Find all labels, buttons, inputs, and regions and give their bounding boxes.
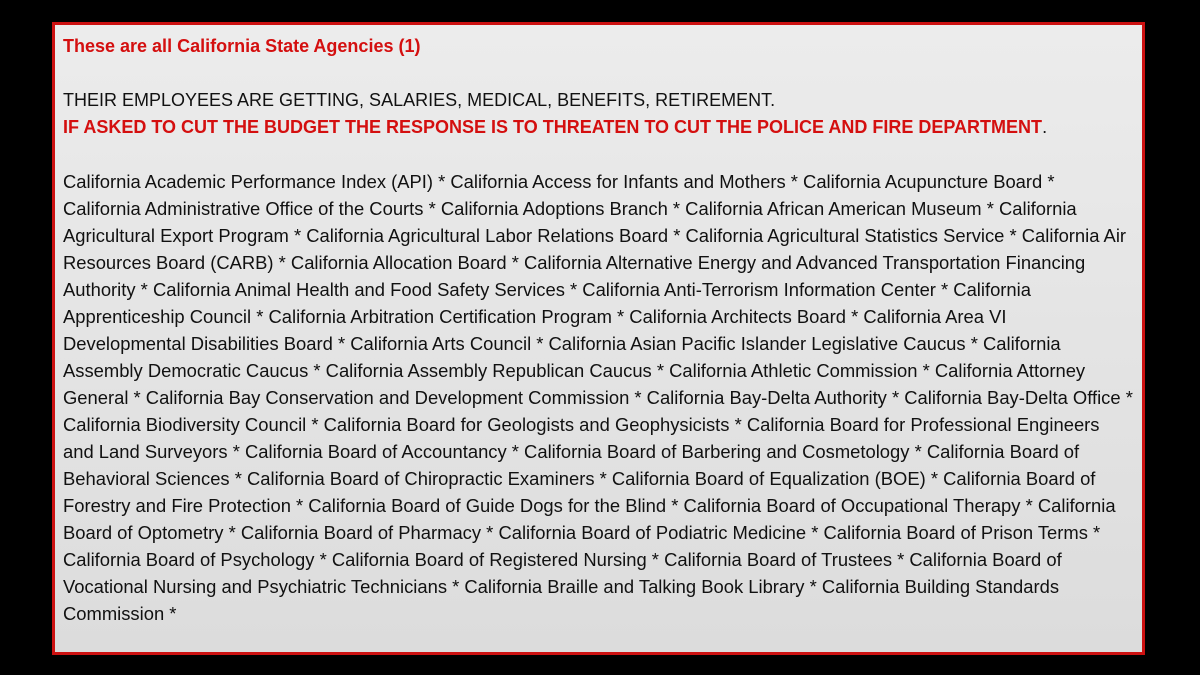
warning-period: . [1042,117,1048,137]
agencies-list: California Academic Performance Index (API) * California Access for Infants and Mothers * California Acupuncture Board * California Administrative Office of the Courts * California Adoptions Branch * California African American Museum * California Agricultural Export Program * California Agricultural Labor Relations Board * California Agricultural Statistics Service * California Air Resources Board (CARB) * California Allocation Board * California Alternative Energy and Advanced Transportation Financing Authority * California Animal Health and Food Safety Services * California Anti-Terrorism Information Center * California Apprenticeship Council * California Arbitration Certification Program * California Architects Board * California Area VI Developmental Disabilities Board * California Arts Council * California Asian Pacific Islander Legislative Caucus * California Assembly Democratic Caucus * California Assembly Republican Caucus * California Athletic Commission * California Attorney General * California Bay Conservation and Development Commission * California Bay-Delta Authority * California Bay-Delta Office * California Biodiversity Council * California Board for Geologists and Geophysicists * California Board for Professional Engineers and Land Surveyors * California Board of Accountancy * California Board of Barbering and Cosmetology * California Board of Behavioral Sciences * California Board of Chiropractic Examiners * California Board of Equalization (BOE) * California Board of Forestry and Fire Protection * California Board of Guide Dogs for the Blind * California Board of Occupational Therapy * California Board of Optometry * California Board of Pharmacy * California Board of Podiatric Medicine * California Board of Prison Terms * California Board of Psychology * California Board of Registered Nursing * California Board of Trustees * California Board of Vocational Nursing and Psychiatric Technicians * California Braille and Talking Book Library * California Building Standards Commission * [63,171,1133,624]
warning-line [63,114,1134,141]
spacer [63,60,1134,87]
warning-text: IF ASKED TO CUT THE BUDGET THE RESPONSE IS TO THREATEN TO CUT THE POLICE AND FIRE DEPARTMENT [63,117,1043,137]
spacer [63,141,1134,168]
employees-line: THEIR EMPLOYEES ARE GETTING, SALARIES, MEDICAL, BENEFITS, RETIREMENT. [63,90,776,110]
slide-title: These are all California State Agencies (1) [63,36,421,56]
slide-card [52,22,1145,655]
